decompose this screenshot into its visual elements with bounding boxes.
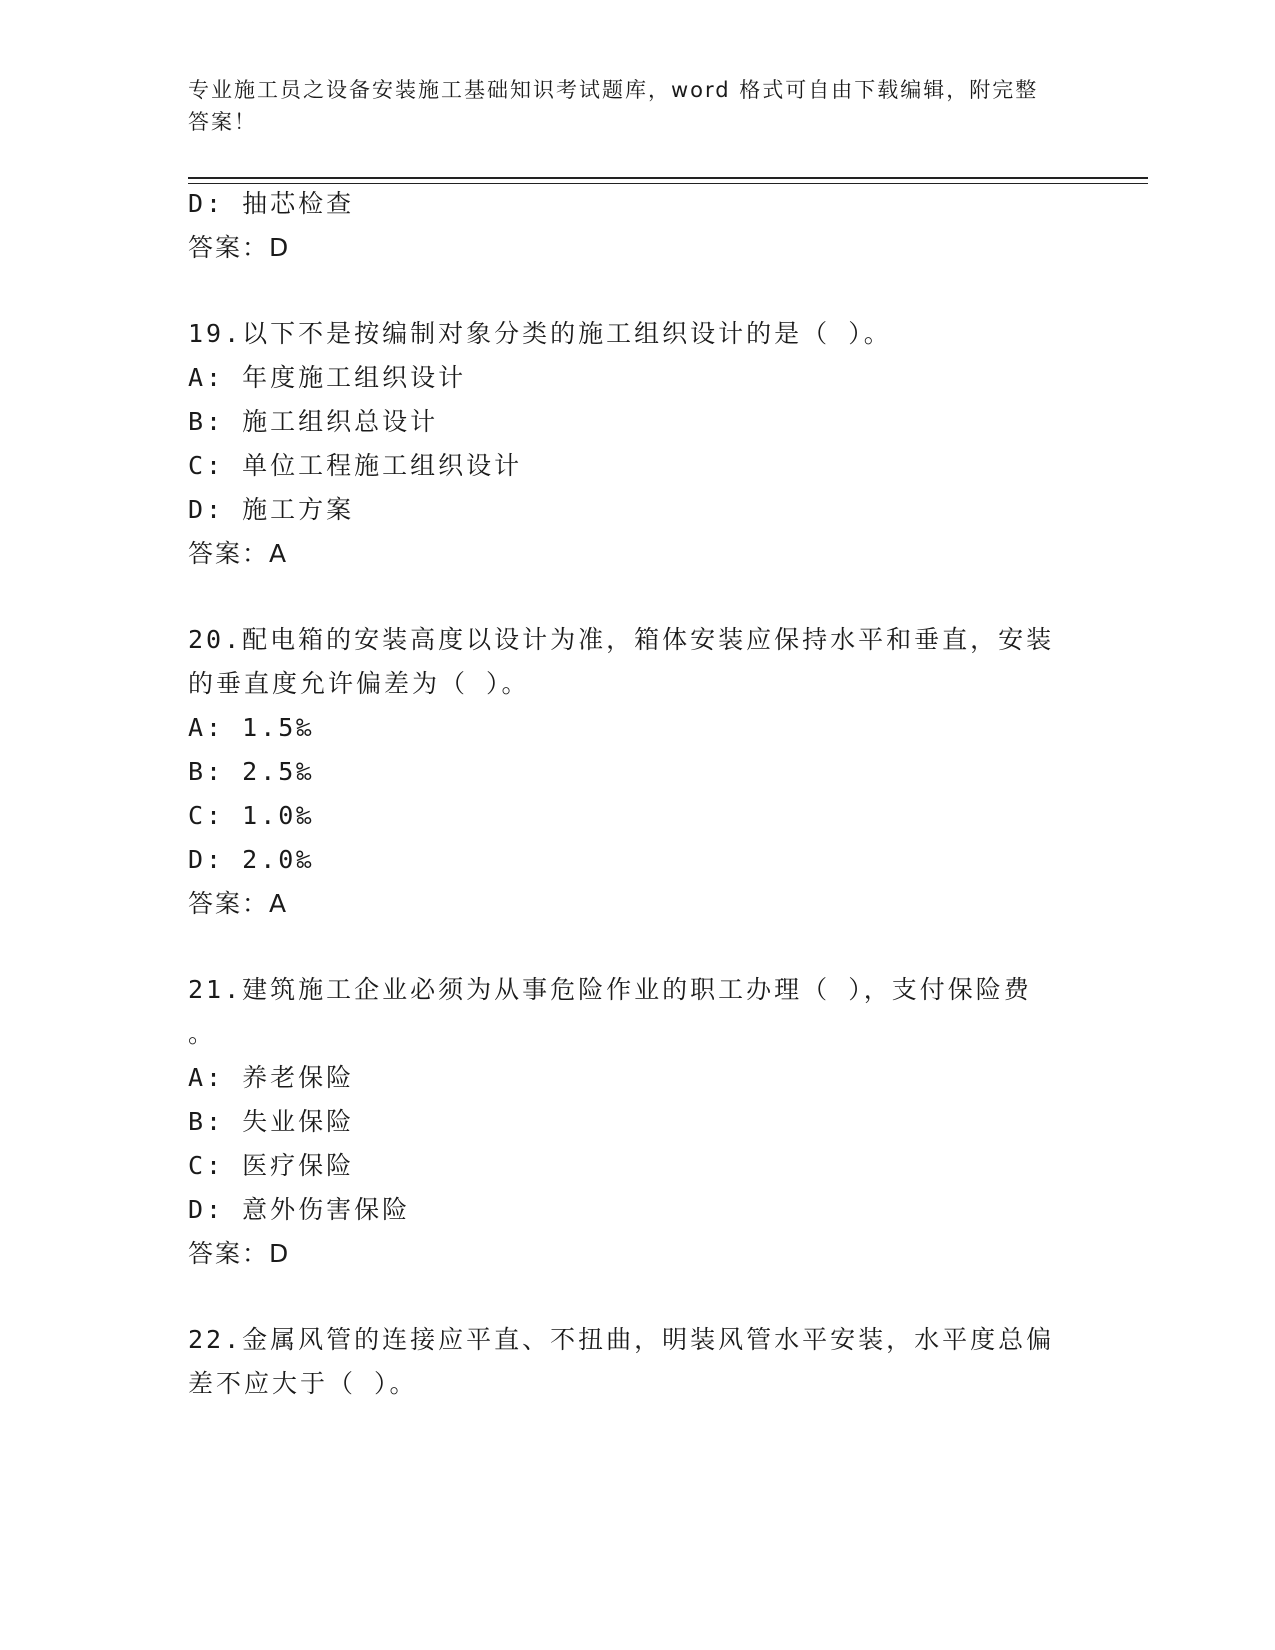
header-rule-thick [188, 177, 1148, 179]
question-21-line-1: 21.建筑施工企业必须为从事危险作业的职工办理（ ），支付保险费 [188, 975, 1032, 1004]
question-19-option-d: D: 施工方案 [188, 495, 355, 524]
question-22-line-2: 差不应大于（ ）。 [188, 1369, 418, 1398]
question-20-option-b: B: 2.5‰ [188, 757, 315, 786]
question-20-line-2: 的垂直度允许偏差为（ ）。 [188, 669, 530, 698]
question-20-option-a: A: 1.5‰ [188, 713, 315, 742]
document-header: 专业施工员之设备安装施工基础知识考试题库，word 格式可自由下载编辑，附完整答案！ [188, 78, 1039, 134]
question-19-option-a: A: 年度施工组织设计 [188, 363, 467, 392]
question-22-line-1: 22.金属风管的连接应平直、不扭曲，明装风管水平安装，水平度总偏 [188, 1325, 1055, 1354]
question-21-option-d: D: 意外伤害保险 [188, 1195, 411, 1224]
header-rule-thin [188, 183, 1148, 184]
question-21-option-c: C: 医疗保险 [188, 1151, 355, 1180]
answer: 答案：D [188, 233, 291, 262]
question-20-option-d: D: 2.0‰ [188, 845, 315, 874]
question-21-option-b: B: 失业保险 [188, 1107, 355, 1136]
question-21-answer: 答案：D [188, 1239, 291, 1268]
question-19: 19.以下不是按编制对象分类的施工组织设计的是（ ）。 [188, 319, 892, 348]
question-21-option-a: A: 养老保险 [188, 1063, 355, 1092]
question-20-answer: 答案：A [188, 889, 289, 918]
option-d: D: 抽芯检查 [188, 189, 355, 218]
question-19-option-b: B: 施工组织总设计 [188, 407, 439, 436]
question-19-answer: 答案：A [188, 539, 289, 568]
question-20-option-c: C: 1.0‰ [188, 801, 315, 830]
question-19-option-c: C: 单位工程施工组织设计 [188, 451, 523, 480]
question-21-line-2: 。 [188, 1019, 217, 1048]
question-20-line-1: 20.配电箱的安装高度以设计为准，箱体安装应保持水平和垂直，安装 [188, 625, 1055, 654]
